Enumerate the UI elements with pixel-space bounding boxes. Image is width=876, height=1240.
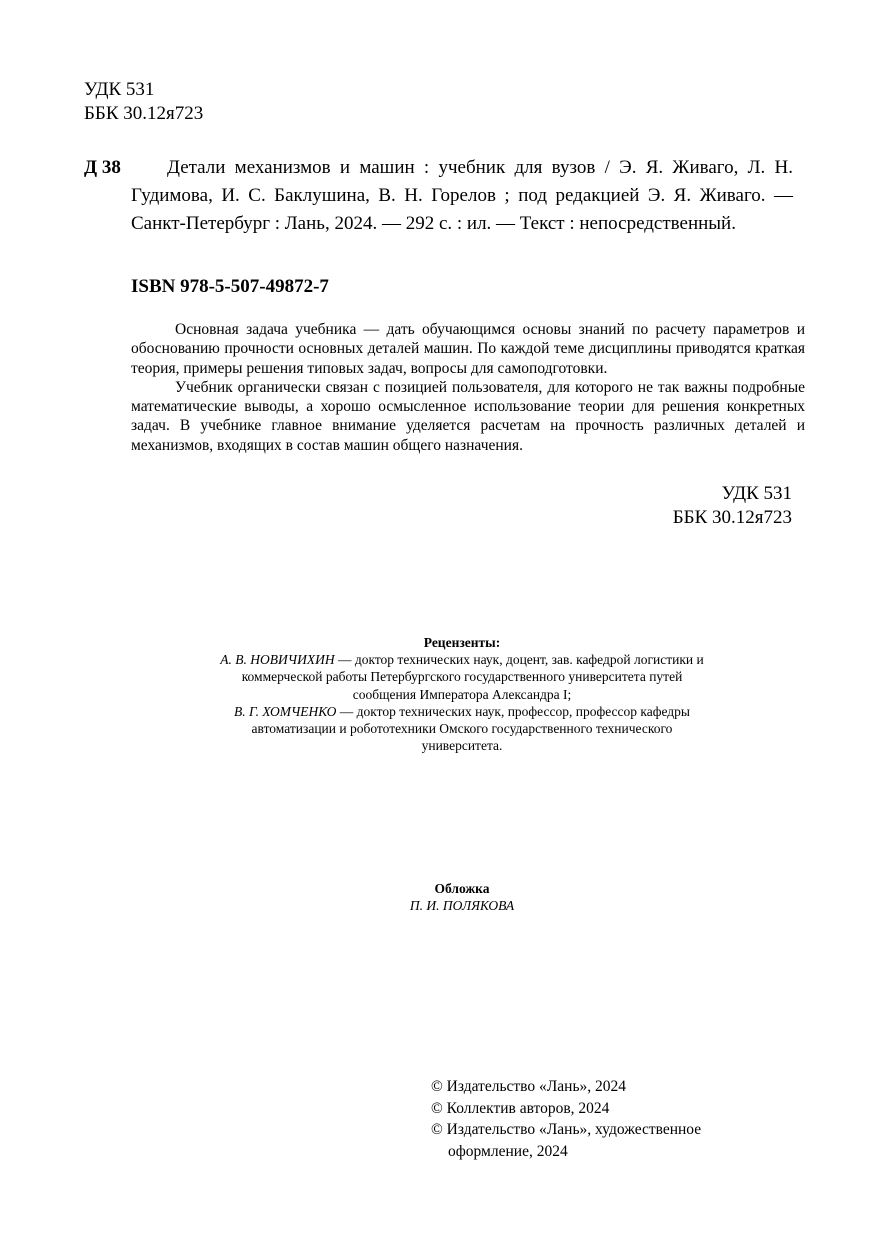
reviewer-1-name: А. В. НОВИЧИХИН (220, 652, 335, 668)
bibliographic-description (131, 154, 793, 238)
cover-credit (150, 880, 774, 914)
isbn: ISBN 978-5-507-49872-7 (131, 276, 329, 297)
reviewer-1-affiliation: коммерческой работы Петербургского государственного университета путей (241, 669, 683, 685)
annotation-paragraph: Основная задача учебника — дать обучающимся основы знаний по расчету параметров и обоснованию прочности основных деталей машин. По каждой теме дисциплины приводятся краткая теория, примеры решения типовых задач, вопросы для самоподготовки. (131, 321, 805, 377)
bbk-code: ББК 30.12я723 (84, 103, 204, 124)
reviewer-1-line (150, 651, 774, 668)
author-mark: Д 38 (84, 157, 121, 178)
reviewers-heading: Рецензенты: (423, 635, 501, 650)
reviewer-2-text: — доктор технических наук, профессор, профессор кафедры (336, 703, 691, 719)
reviewer-2-line (150, 703, 774, 720)
copyright-block (431, 1076, 701, 1162)
cover-designer: П. И. ПОЛЯКОВА (409, 898, 515, 914)
reviewer-2-affiliation: автоматизации и робототехники Омского государственного технического (251, 721, 673, 737)
reviewer-2-name: В. Г. ХОМЧЕНКО (233, 703, 337, 719)
reviewer-1-text: — доктор технических наук, доцент, зав. кафедрой логистики и (334, 652, 704, 668)
bibliographic-text: Детали механизмов и машин : учебник для вузов / Э. Я. Живаго, Л. Н. Гудимова, И. С. Баклушина, В. Н. Горелов ; под редакцией Э. Я. Живаго. — Санкт-Петербург : Лань, 2024. — 292 с. : ил. — Текст : непосредственный. (131, 157, 793, 234)
copyright-line: © Издательство «Лань», 2024 (431, 1078, 627, 1095)
cover-heading: Обложка (434, 881, 490, 896)
reviewer-2-affiliation: университета. (421, 738, 503, 754)
copyright-line: оформление, 2024 (448, 1142, 568, 1160)
udk-block-right (673, 482, 792, 530)
annotation-paragraph: Учебник органически связан с позицией пользователя, для которого не так важны подробные математические выводы, а хорошо осмысленное использование теории для решения конкретных задач. В учебнике главное внимание уделяется расчетам на прочность различных деталей и механизмов, входящих в состав машин общего назначения. (131, 378, 805, 454)
udk-code: УДК 531 (84, 79, 155, 100)
reviewer-1-affiliation: сообщения Императора Александра I; (352, 686, 572, 702)
copyright-line: © Издательство «Лань», художественное (431, 1121, 702, 1138)
udk-block-top (84, 78, 203, 126)
annotation (131, 320, 805, 455)
bbk-code: ББК 30.12я723 (672, 507, 792, 528)
copyright-line: © Коллектив авторов, 2024 (431, 1099, 610, 1117)
udk-code: УДК 531 (721, 483, 792, 504)
reviewers-block (150, 634, 774, 754)
